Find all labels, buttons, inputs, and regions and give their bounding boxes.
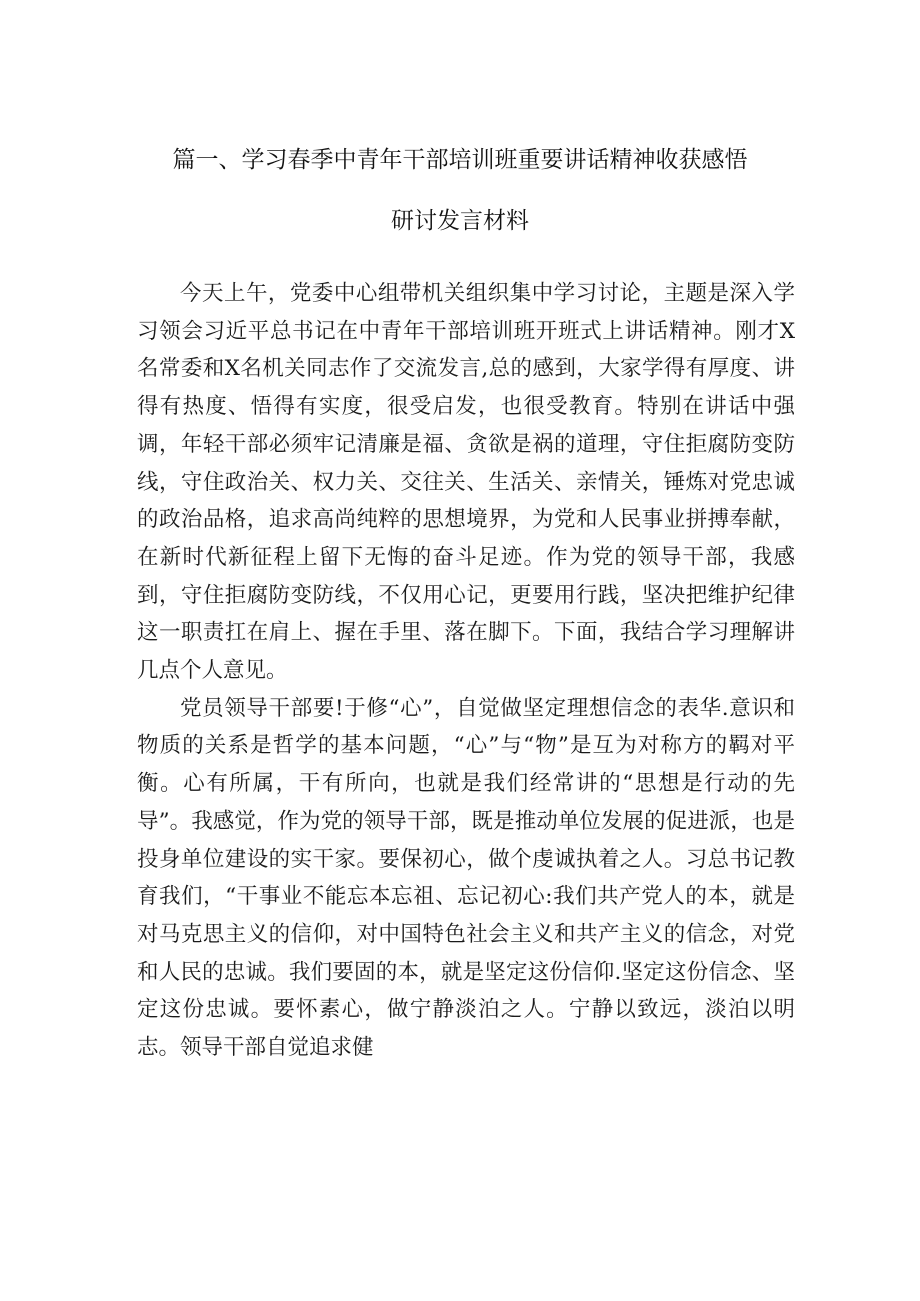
document-title-line-2: 研讨发言材料 [391, 208, 529, 234]
paragraph-2: 党员领导干部要!于修“心”，自觉做坚定理想信念的表华.意识和物质的关系是哲学的基本问题，“心”与“物”是互为对称方的羁对平衡。心有所属，干有所向，也就是我们经常讲的“思想是行动的先导”。我感觉，作为党的领导干部，既是推动单位发展的促进派，也是投身单位建设的实干家。要保初心，做个虔诚执着之人。习总书记教育我们，“干事业不能忘本忘祖、忘记初心:我们共产党人的本，就是对马克思主义的信仰，对中国特色社会主义和共产主义的信念，对党和人民的忠诚。我们要固的本，就是坚定这份信仰.坚定这份信念、坚定这份忠诚。要怀素心，做宁静淡泊之人。宁静以致远，淡泊以明志。领导干部自觉追求健 [137, 695, 795, 1061]
document-title-line-1: 篇一、学习春季中青年干部培训班重要讲话精神收获感悟 [172, 147, 748, 173]
document-body [137, 275, 795, 1067]
paragraph-1: 今天上午，党委中心组带机关组织集中学习讨论，主题是深入学习领会习近平总书记在中青年干部培训班开班式上讲话精神。刚才X名常委和X名机关同志作了交流发言,总的感到，大家学得有厚度、讲得有热度、悟得有实度，很受启发，也很受教育。特别在讲话中强调，年轻干部必须牢记清廉是福、贪欲是祸的道理，守住拒腐防变防线，守住政治关、权力关、交往关、生活关、亲情关，锤炼对党忠诚的政治品格，追求高尚纯粹的思想境界，为党和人民事业拼搏奉献，在新时代新征程上留下无悔的奋斗足迹。作为党的领导干部，我感到，守住拒腐防变防线，不仅用心记，更要用行践，坚决把维护纪律这一职责扛在肩上、握在手里、落在脚下。下面，我结合学习理解讲几点个人意见。 [137, 281, 795, 684]
